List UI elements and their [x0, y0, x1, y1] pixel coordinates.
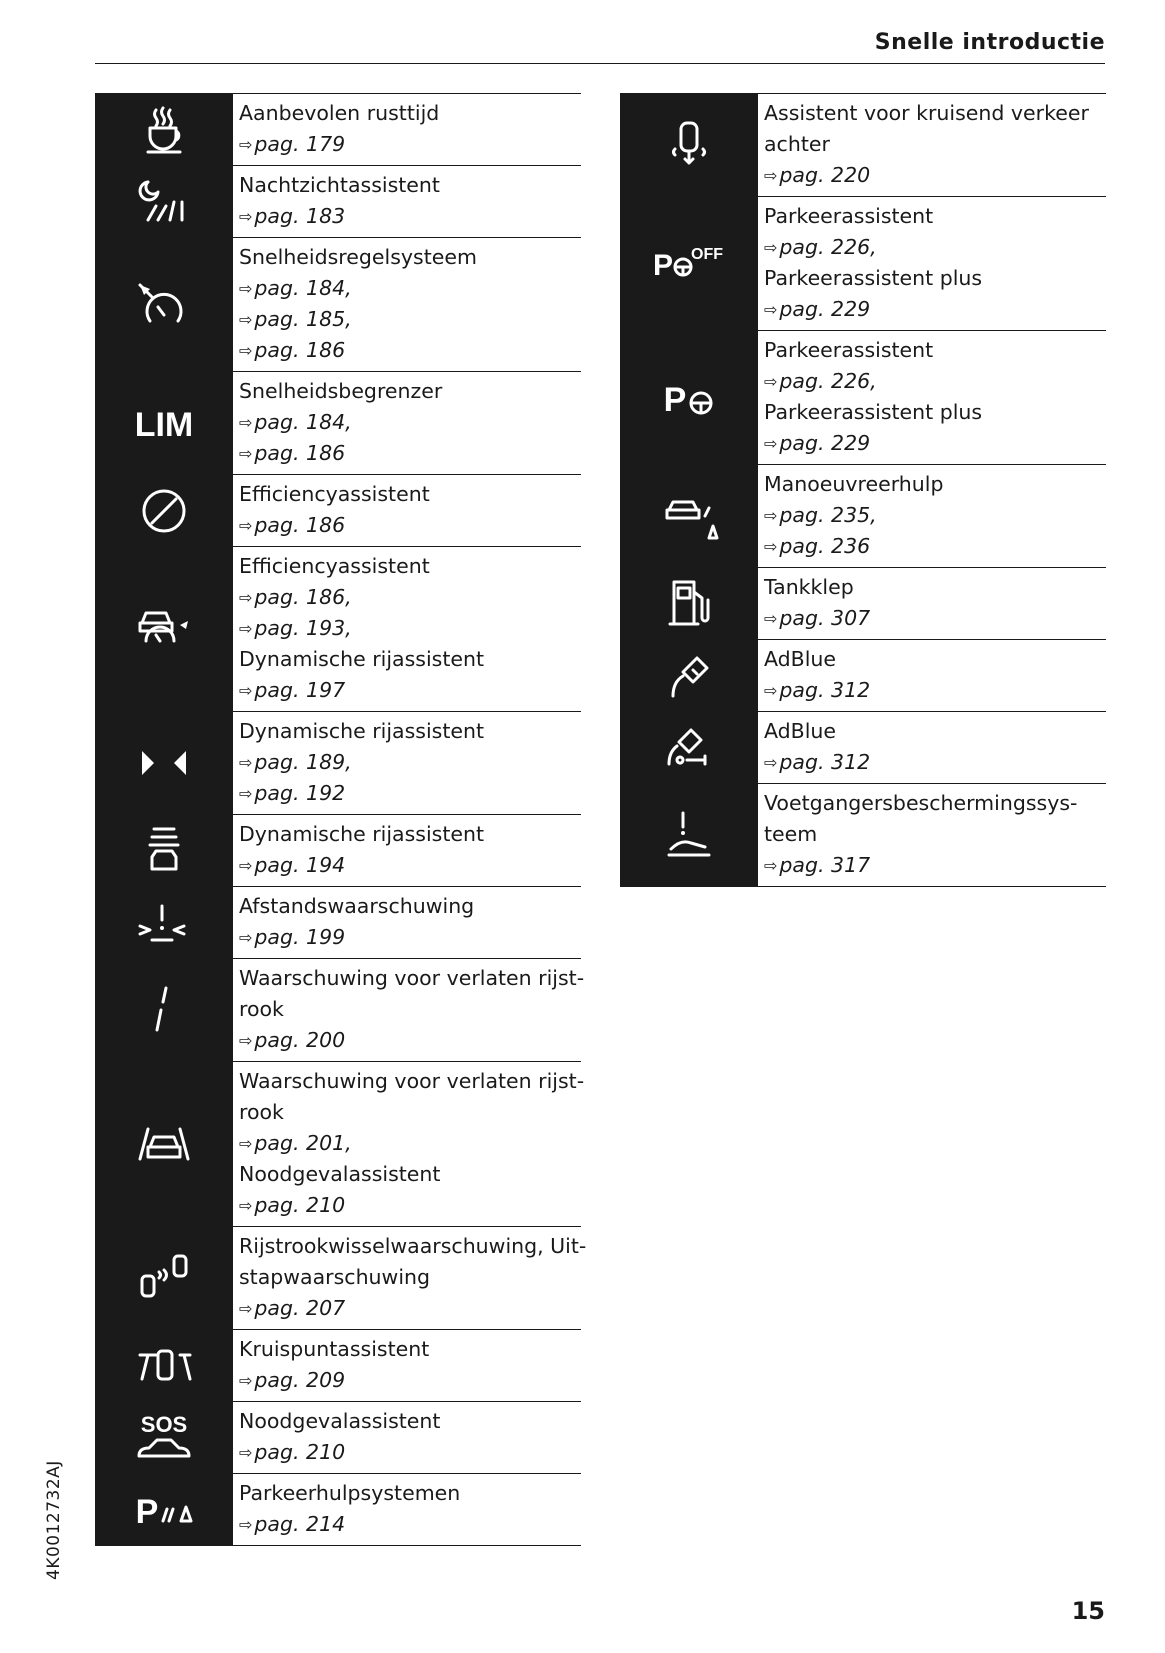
symbol-row	[620, 711, 1106, 783]
page-header-title: Snelle introductie	[874, 30, 1105, 55]
arrow-right-icon: ⇨	[239, 1196, 253, 1215]
page-reference[interactable]	[239, 922, 575, 953]
page-reference-label: pag. 186	[254, 441, 346, 465]
page-reference[interactable]	[239, 1025, 584, 1056]
page-reference[interactable]	[764, 850, 1100, 881]
symbol-description	[758, 640, 1106, 711]
description-text: rook	[239, 997, 284, 1021]
page-reference[interactable]	[239, 438, 575, 469]
page-reference[interactable]	[239, 510, 575, 541]
adblue-icon	[620, 640, 758, 711]
symbol-row	[95, 886, 581, 958]
page-reference-label: pag. 307	[779, 606, 871, 630]
page-reference[interactable]	[239, 335, 575, 366]
arrow-right-icon: ⇨	[764, 372, 778, 391]
page-reference-label: pag. 184,	[254, 276, 352, 300]
symbol-row	[95, 237, 581, 371]
page-reference-label: pag. 186	[254, 513, 346, 537]
page-reference[interactable]	[239, 778, 575, 809]
arrow-right-icon: ⇨	[239, 753, 253, 772]
description-text: Parkeerassistent	[764, 204, 934, 228]
fuel-pump-icon	[620, 568, 758, 639]
page-reference-label: pag. 226,	[779, 369, 877, 393]
description-text: Efficiencyassistent	[239, 554, 430, 578]
page-reference-label: pag. 199	[254, 925, 346, 949]
page-reference[interactable]	[764, 747, 1100, 778]
arrow-right-icon: ⇨	[764, 434, 778, 453]
description-text: Noodgevalassistent	[239, 1409, 441, 1433]
page-reference[interactable]	[239, 129, 575, 160]
page-reference-label: pag. 185,	[254, 307, 352, 331]
icon-label: P	[135, 1492, 159, 1531]
symbol-row	[620, 783, 1106, 887]
symbol-description	[233, 1474, 581, 1545]
page-reference-label: pag. 183	[254, 204, 346, 228]
symbol-row	[95, 93, 581, 165]
distance-warning-icon	[95, 887, 233, 958]
symbol-description	[233, 238, 581, 371]
description-text: Dynamische rijassistent	[239, 822, 485, 846]
description-text: achter	[764, 132, 830, 156]
symbol-row	[95, 1226, 587, 1329]
page-reference-label: pag. 189,	[254, 750, 352, 774]
parking-aid-icon	[95, 1474, 233, 1545]
page-reference[interactable]	[764, 366, 1100, 397]
page-reference-label: pag. 186,	[254, 585, 352, 609]
description-text: rook	[239, 1100, 284, 1124]
symbol-row	[620, 93, 1106, 196]
lane-change-icon	[95, 1227, 233, 1329]
symbol-description	[233, 166, 581, 237]
symbol-description	[233, 1402, 581, 1473]
description-text: Voetgangersbeschermingssys-	[764, 791, 1078, 815]
symbol-description	[758, 568, 1106, 639]
symbol-table-right	[620, 93, 1106, 887]
page-reference-label: pag. 214	[254, 1512, 346, 1536]
pedestrian-protection-icon	[620, 784, 758, 886]
park-assist-icon	[620, 331, 758, 464]
symbol-description	[758, 331, 1106, 464]
symbol-row	[95, 371, 581, 474]
lane-arrows-icon	[95, 712, 233, 814]
night-vision-icon	[95, 166, 233, 237]
symbol-description	[233, 1062, 590, 1226]
symbol-description	[233, 887, 581, 958]
arrow-right-icon: ⇨	[239, 135, 253, 154]
page-reference-label: pag. 210	[254, 1193, 346, 1217]
page-reference-label: pag. 200	[254, 1028, 346, 1052]
lane-car-icon	[95, 1062, 233, 1226]
page-reference-label: pag. 193,	[254, 616, 352, 640]
arrow-right-icon: ⇨	[239, 928, 253, 947]
page-reference[interactable]	[764, 160, 1100, 191]
symbol-row	[95, 1061, 585, 1226]
symbol-description	[758, 197, 1106, 330]
symbol-row	[95, 814, 581, 886]
cruise-control-icon	[95, 238, 233, 371]
page-reference[interactable]	[239, 1437, 575, 1468]
symbol-row	[620, 639, 1106, 711]
symbol-description	[233, 94, 581, 165]
description-text: Assistent voor kruisend verkeer	[764, 101, 1089, 125]
arrow-right-icon: ⇨	[239, 1299, 253, 1318]
sos-car-icon	[95, 1402, 233, 1473]
arrow-right-icon: ⇨	[239, 1515, 253, 1534]
arrow-right-icon: ⇨	[239, 279, 253, 298]
distance-bars-icon	[95, 815, 233, 886]
page-reference[interactable]	[239, 850, 575, 881]
page-reference[interactable]	[239, 747, 575, 778]
page-reference-label: pag. 194	[254, 853, 346, 877]
icon-label: P	[663, 380, 687, 419]
symbol-row	[95, 1401, 581, 1473]
page-reference[interactable]	[239, 1190, 584, 1221]
page-reference-label: pag. 207	[254, 1296, 346, 1320]
arrow-right-icon: ⇨	[764, 681, 778, 700]
description-text: Tankklep	[764, 575, 854, 599]
symbol-row	[95, 165, 581, 237]
symbol-row	[95, 958, 585, 1061]
icon-label: LIM	[134, 406, 194, 444]
page-reference[interactable]	[764, 428, 1100, 459]
description-text: Nachtzichtassistent	[239, 173, 440, 197]
page-reference-label: pag. 236	[779, 534, 871, 558]
speed-limiter-icon	[95, 372, 233, 474]
page-reference-label: pag. 229	[779, 431, 871, 455]
description-text: Manoeuvreerhulp	[764, 472, 944, 496]
description-text: Snelheidsbegrenzer	[239, 379, 443, 403]
cross-traffic-icon	[620, 94, 758, 196]
description-text: Afstandswaarschuwing	[239, 894, 475, 918]
page-reference[interactable]	[764, 531, 1100, 562]
page-reference-label: pag. 235,	[779, 503, 877, 527]
maneuver-assist-icon	[620, 465, 758, 567]
symbol-table-left	[95, 93, 587, 1546]
arrow-right-icon: ⇨	[239, 516, 253, 535]
description-text: Parkeerassistent plus	[764, 266, 983, 290]
icon-label: SOS	[140, 1411, 188, 1437]
symbol-description	[233, 815, 581, 886]
symbol-description	[233, 475, 581, 546]
description-text: Waarschuwing voor verlaten rijst-	[239, 1069, 585, 1093]
description-text: AdBlue	[764, 719, 837, 743]
page-reference-label: pag. 317	[779, 853, 871, 877]
symbol-description	[758, 784, 1106, 886]
page-reference[interactable]	[239, 304, 575, 335]
arrow-right-icon: ⇨	[239, 310, 253, 329]
page-reference-label: pag. 184,	[254, 410, 352, 434]
arrow-right-icon: ⇨	[239, 413, 253, 432]
intersection-icon	[95, 1330, 233, 1401]
description-text: Dynamische rijassistent	[239, 719, 485, 743]
arrow-right-icon: ⇨	[239, 1031, 253, 1050]
description-text: Parkeerhulpsystemen	[239, 1481, 461, 1505]
symbol-description	[758, 465, 1106, 567]
symbol-row	[620, 567, 1106, 639]
arrow-right-icon: ⇨	[764, 300, 778, 319]
lane-line-icon	[95, 959, 233, 1061]
page-reference-label: pag. 179	[254, 132, 346, 156]
symbol-description	[233, 547, 581, 711]
symbol-row	[95, 546, 581, 711]
page-reference[interactable]	[239, 1293, 586, 1324]
description-text: stapwaarschuwing	[239, 1265, 431, 1289]
arrow-right-icon: ⇨	[239, 444, 253, 463]
page-reference[interactable]	[239, 201, 575, 232]
symbol-description	[758, 712, 1106, 783]
page-reference[interactable]	[239, 1365, 575, 1396]
symbol-description	[233, 1227, 592, 1329]
description-text: Rijstrookwisselwaarschuwing, Uit-	[239, 1234, 587, 1258]
arrow-right-icon: ⇨	[239, 681, 253, 700]
description-text: Noodgevalassistent	[239, 1162, 441, 1186]
arrow-right-icon: ⇨	[764, 537, 778, 556]
symbol-row	[620, 464, 1106, 567]
description-text: Snelheidsregelsysteem	[239, 245, 477, 269]
header-rule	[95, 63, 1105, 64]
symbol-row	[620, 330, 1106, 464]
description-text: Parkeerassistent	[764, 338, 934, 362]
arrow-right-icon: ⇨	[239, 588, 253, 607]
park-assist-off-icon	[620, 197, 758, 330]
arrow-right-icon: ⇨	[764, 506, 778, 525]
symbol-row	[95, 1473, 581, 1546]
arrow-right-icon: ⇨	[764, 753, 778, 772]
description-text: Kruispuntassistent	[239, 1337, 430, 1361]
page-reference[interactable]	[239, 675, 575, 706]
description-text: Parkeerassistent plus	[764, 400, 983, 424]
page-reference[interactable]	[239, 407, 575, 438]
description-text: Efficiencyassistent	[239, 482, 430, 506]
icon-label: OFF	[691, 245, 723, 263]
arrow-right-icon: ⇨	[239, 1371, 253, 1390]
arrow-right-icon: ⇨	[764, 856, 778, 875]
page-reference-label: pag. 192	[254, 781, 346, 805]
efficiency-slash-icon	[95, 475, 233, 546]
symbol-description	[233, 712, 581, 814]
arrow-right-icon: ⇨	[764, 238, 778, 257]
page-reference[interactable]	[239, 613, 575, 644]
symbol-description	[233, 959, 590, 1061]
page-reference-label: pag. 210	[254, 1440, 346, 1464]
coffee-cup-icon	[95, 94, 233, 165]
page-reference-label: pag. 229	[779, 297, 871, 321]
description-text: Waarschuwing voor verlaten rijst-	[239, 966, 585, 990]
description-text: Dynamische rijassistent	[239, 647, 485, 671]
page-reference[interactable]	[239, 1128, 584, 1159]
page-reference-label: pag. 220	[779, 163, 871, 187]
page-reference-label: pag. 197	[254, 678, 346, 702]
page-reference[interactable]	[764, 675, 1100, 706]
adaptive-cruise-icon	[95, 547, 233, 711]
page-reference[interactable]	[239, 582, 575, 613]
arrow-right-icon: ⇨	[239, 856, 253, 875]
description-text: teem	[764, 822, 818, 846]
icon-label: P	[652, 248, 674, 282]
page-reference-label: pag. 201,	[254, 1131, 352, 1155]
arrow-right-icon: ⇨	[239, 341, 253, 360]
description-text: AdBlue	[764, 647, 837, 671]
page-reference-label: pag. 186	[254, 338, 346, 362]
symbol-description	[758, 94, 1106, 196]
page-number: 15	[1071, 1597, 1105, 1625]
page-reference[interactable]	[764, 500, 1100, 531]
page-reference-label: pag. 226,	[779, 235, 877, 259]
page-reference[interactable]	[764, 603, 1100, 634]
arrow-right-icon: ⇨	[239, 784, 253, 803]
page-reference[interactable]	[764, 294, 1100, 325]
symbol-description	[233, 1330, 581, 1401]
page-reference[interactable]	[764, 232, 1100, 263]
arrow-right-icon: ⇨	[764, 166, 778, 185]
symbol-row	[95, 1329, 581, 1401]
arrow-right-icon: ⇨	[239, 1443, 253, 1462]
symbol-row	[620, 196, 1106, 330]
page-reference-label: pag. 312	[779, 678, 871, 702]
arrow-right-icon: ⇨	[764, 609, 778, 628]
symbol-description	[233, 372, 581, 474]
page-reference-label: pag. 209	[254, 1368, 346, 1392]
document-id: 4K0012732AJ	[44, 1460, 64, 1580]
arrow-right-icon: ⇨	[239, 619, 253, 638]
page-reference[interactable]	[239, 1509, 575, 1540]
page-reference[interactable]	[239, 273, 575, 304]
description-text: Aanbevolen rusttijd	[239, 101, 440, 125]
symbol-row	[95, 711, 581, 814]
adblue-service-icon	[620, 712, 758, 783]
symbol-row	[95, 474, 581, 546]
arrow-right-icon: ⇨	[239, 1134, 253, 1153]
page-reference-label: pag. 312	[779, 750, 871, 774]
arrow-right-icon: ⇨	[239, 207, 253, 226]
